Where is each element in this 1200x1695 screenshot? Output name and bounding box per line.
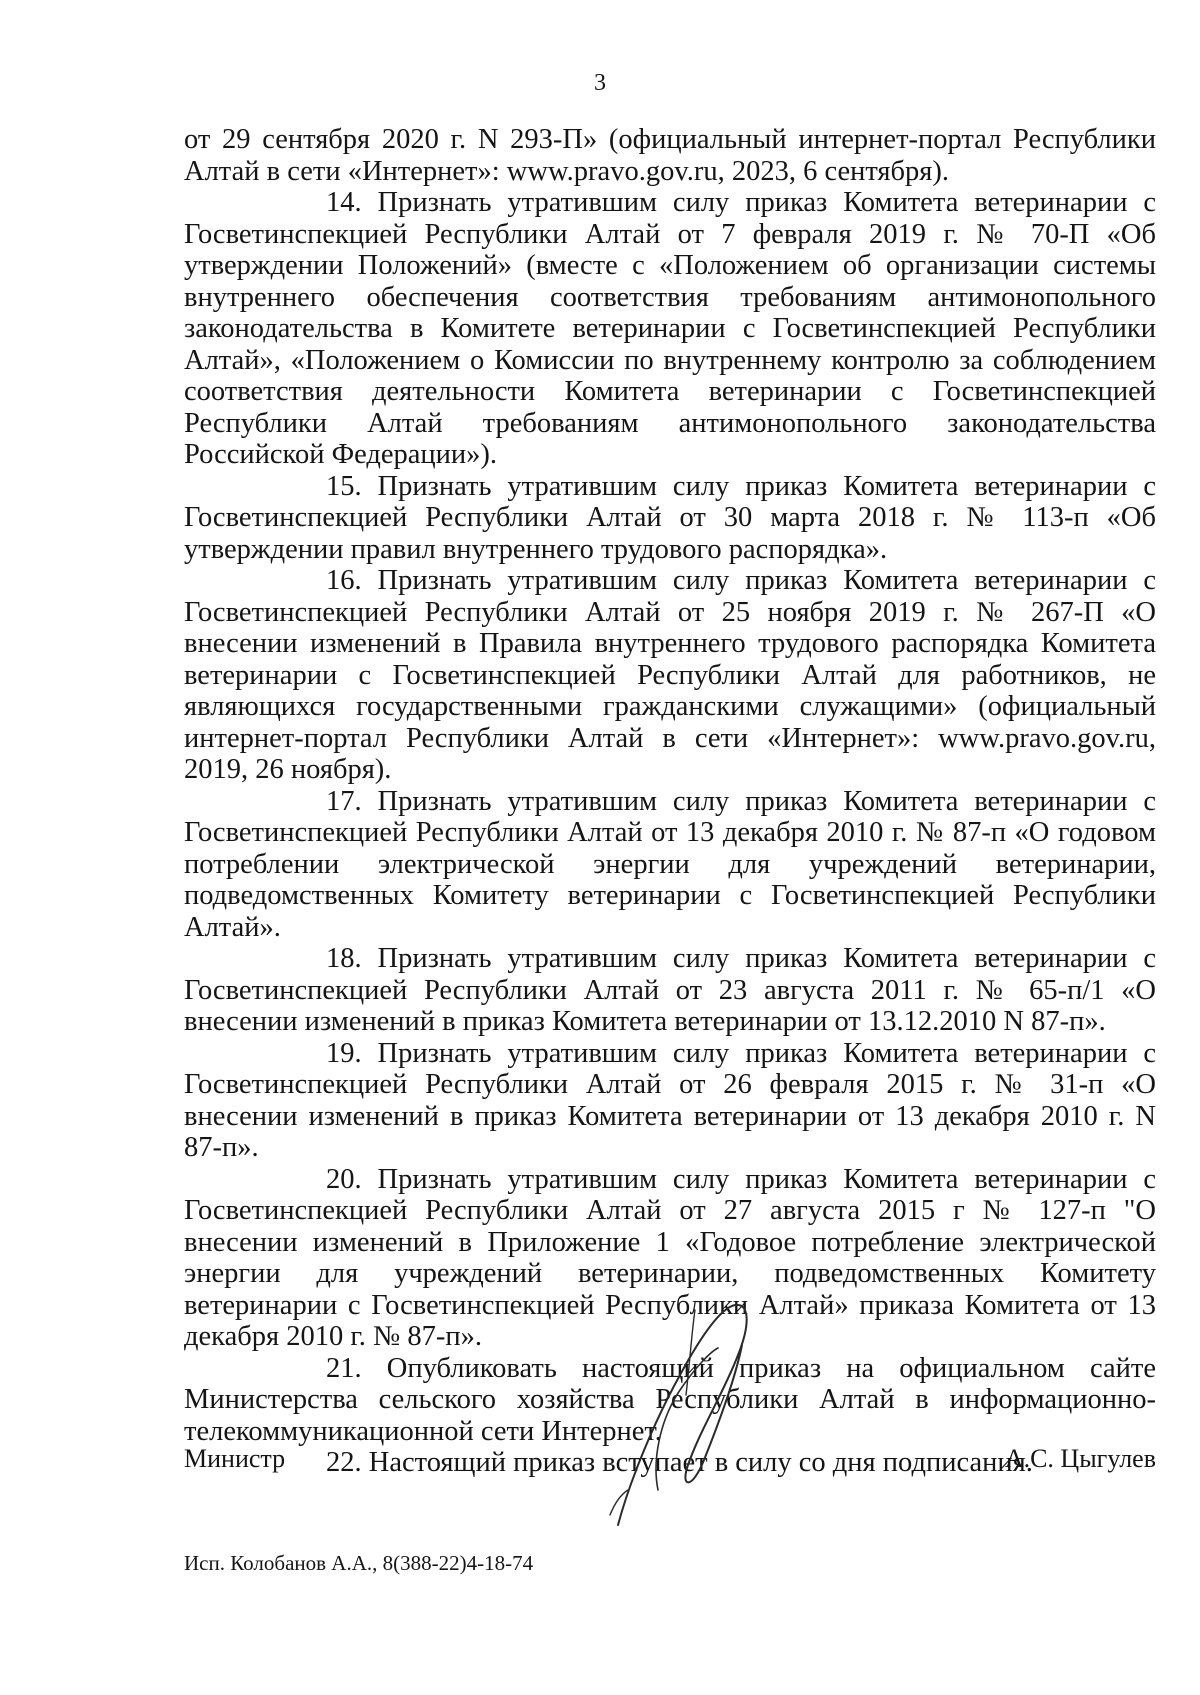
paragraph-number: 20. xyxy=(326,1163,362,1195)
signer-name: А.С. Цыгулев xyxy=(1004,1444,1156,1473)
paragraph-number: 21. xyxy=(326,1352,362,1384)
paragraph-16 xyxy=(184,565,1156,786)
paragraph-text: Признать утратившим силу приказ Комитета ветеринарии с Госветинспекцией Республики Алтай от 25 ноября 2019 г. № 267-П «О внесении изменений в Правила внутреннего трудового распорядка Комитета ветеринарии с Госветинспекцией Республики Алтай для работников, не являющихся государственными гражданскими служащими» (официальный интернет-портал Республики Алтай в сети «Интернет»: www.pravo.gov.ru, 2019, 26 ноября). xyxy=(184,565,1157,785)
paragraph-number: 17. xyxy=(326,785,362,817)
paragraph-text: Признать утратившим силу приказ Комитета ветеринарии с Госветинспекцией Республики Алтай от 26 февраля 2015 г. № 31-п «О внесении изменений в приказ Комитета ветеринарии от 13 декабря 2010 г. N 87-п». xyxy=(184,1037,1157,1163)
paragraph-number: 19. xyxy=(326,1037,362,1069)
paragraph-19 xyxy=(184,1038,1156,1164)
paragraph-number: 16. xyxy=(326,565,362,596)
paragraph-text: Настоящий приказ вступает в силу со дня подписания. xyxy=(368,1447,1033,1478)
paragraph-number: 18. xyxy=(326,943,362,974)
paragraph-18 xyxy=(184,943,1156,1038)
paragraph-text: Признать утратившим силу приказ Комитета ветеринарии с Госветинспекцией Республики Алтай от 30 марта 2018 г. № 113-п «Об утверждении правил внутреннего трудового распорядка». xyxy=(184,470,1157,565)
paragraph-text: Опубликовать настоящий приказ на официальном сайте Министерства сельского хозяйства Республики Алтай в информационно-телекоммуникационной сети Интернет. xyxy=(184,1352,1156,1447)
paragraph-14 xyxy=(184,187,1156,471)
signer-position: Министр xyxy=(184,1444,286,1473)
paragraph-text: от 29 сентября 2020 г. N 293-П» (официальный интернет-портал Республики Алтай в сети «Интернет»: www.pravo.gov.ru, 2023, 6 сентября). xyxy=(184,124,1156,187)
page-number: 3 xyxy=(594,70,606,96)
signature-block xyxy=(184,1444,1156,1484)
paragraph-continuation xyxy=(184,124,1156,187)
document-body xyxy=(184,124,1156,1479)
paragraph-text: Признать утратившим силу приказ Комитета ветеринарии с Госветинспекцией Республики Алтай от 27 августа 2015 г № 127-п "О внесении изменений в Приложение 1 «Годовое потребление электрической энергии для учреждений ветеринарии, подведомственных Комитету ветеринарии с Госветинспекцией Республики Алтай» приказа Комитета от 13 декабря 2010 г. № 87-п». xyxy=(184,1163,1157,1352)
executor-contact: Исп. Колобанов А.А., 8(388-22)4-18-74 xyxy=(184,1551,534,1575)
handwritten-signature xyxy=(600,1300,770,1530)
paragraph-text: Признать утратившим силу приказ Комитета ветеринарии с Госветинспекцией Республики Алтай от 13 декабря 2010 г. № 87-п «О годовом потреблении электрической энергии для учреждений ветеринарии, подведомственных Комитету ветеринарии с Госветинспекцией Республики Алтай». xyxy=(184,785,1157,943)
paragraph-text: Признать утратившим силу приказ Комитета ветеринарии с Госветинспекцией Республики Алтай от 7 февраля 2019 г. № 70-П «Об утверждении Положений» (вместе с «Положением об организации системы внутреннего обеспечения соответствия требованиям антимонопольного законодательства в Комитете ветеринарии с Госветинспекцией Республики Алтай», «Положением о Комиссии по внутреннему контролю за соблюдением соответствия деятельности Комитета ветеринарии с Госветинспекцией Республики Алтай требованиям антимонопольного законодательства Российской Федерации»). xyxy=(184,187,1157,470)
paragraph-number: 15. xyxy=(326,470,362,502)
paragraph-number: 14. xyxy=(326,187,362,218)
paragraph-15 xyxy=(184,471,1156,566)
paragraph-text: Признать утратившим силу приказ Комитета ветеринарии с Госветинспекцией Республики Алтай от 23 августа 2011 г. № 65-п/1 «О внесении изменений в приказ Комитета ветеринарии от 13.12.2010 N 87-п». xyxy=(184,943,1157,1037)
paragraph-17 xyxy=(184,786,1156,944)
paragraph-number: 22. xyxy=(326,1447,362,1478)
